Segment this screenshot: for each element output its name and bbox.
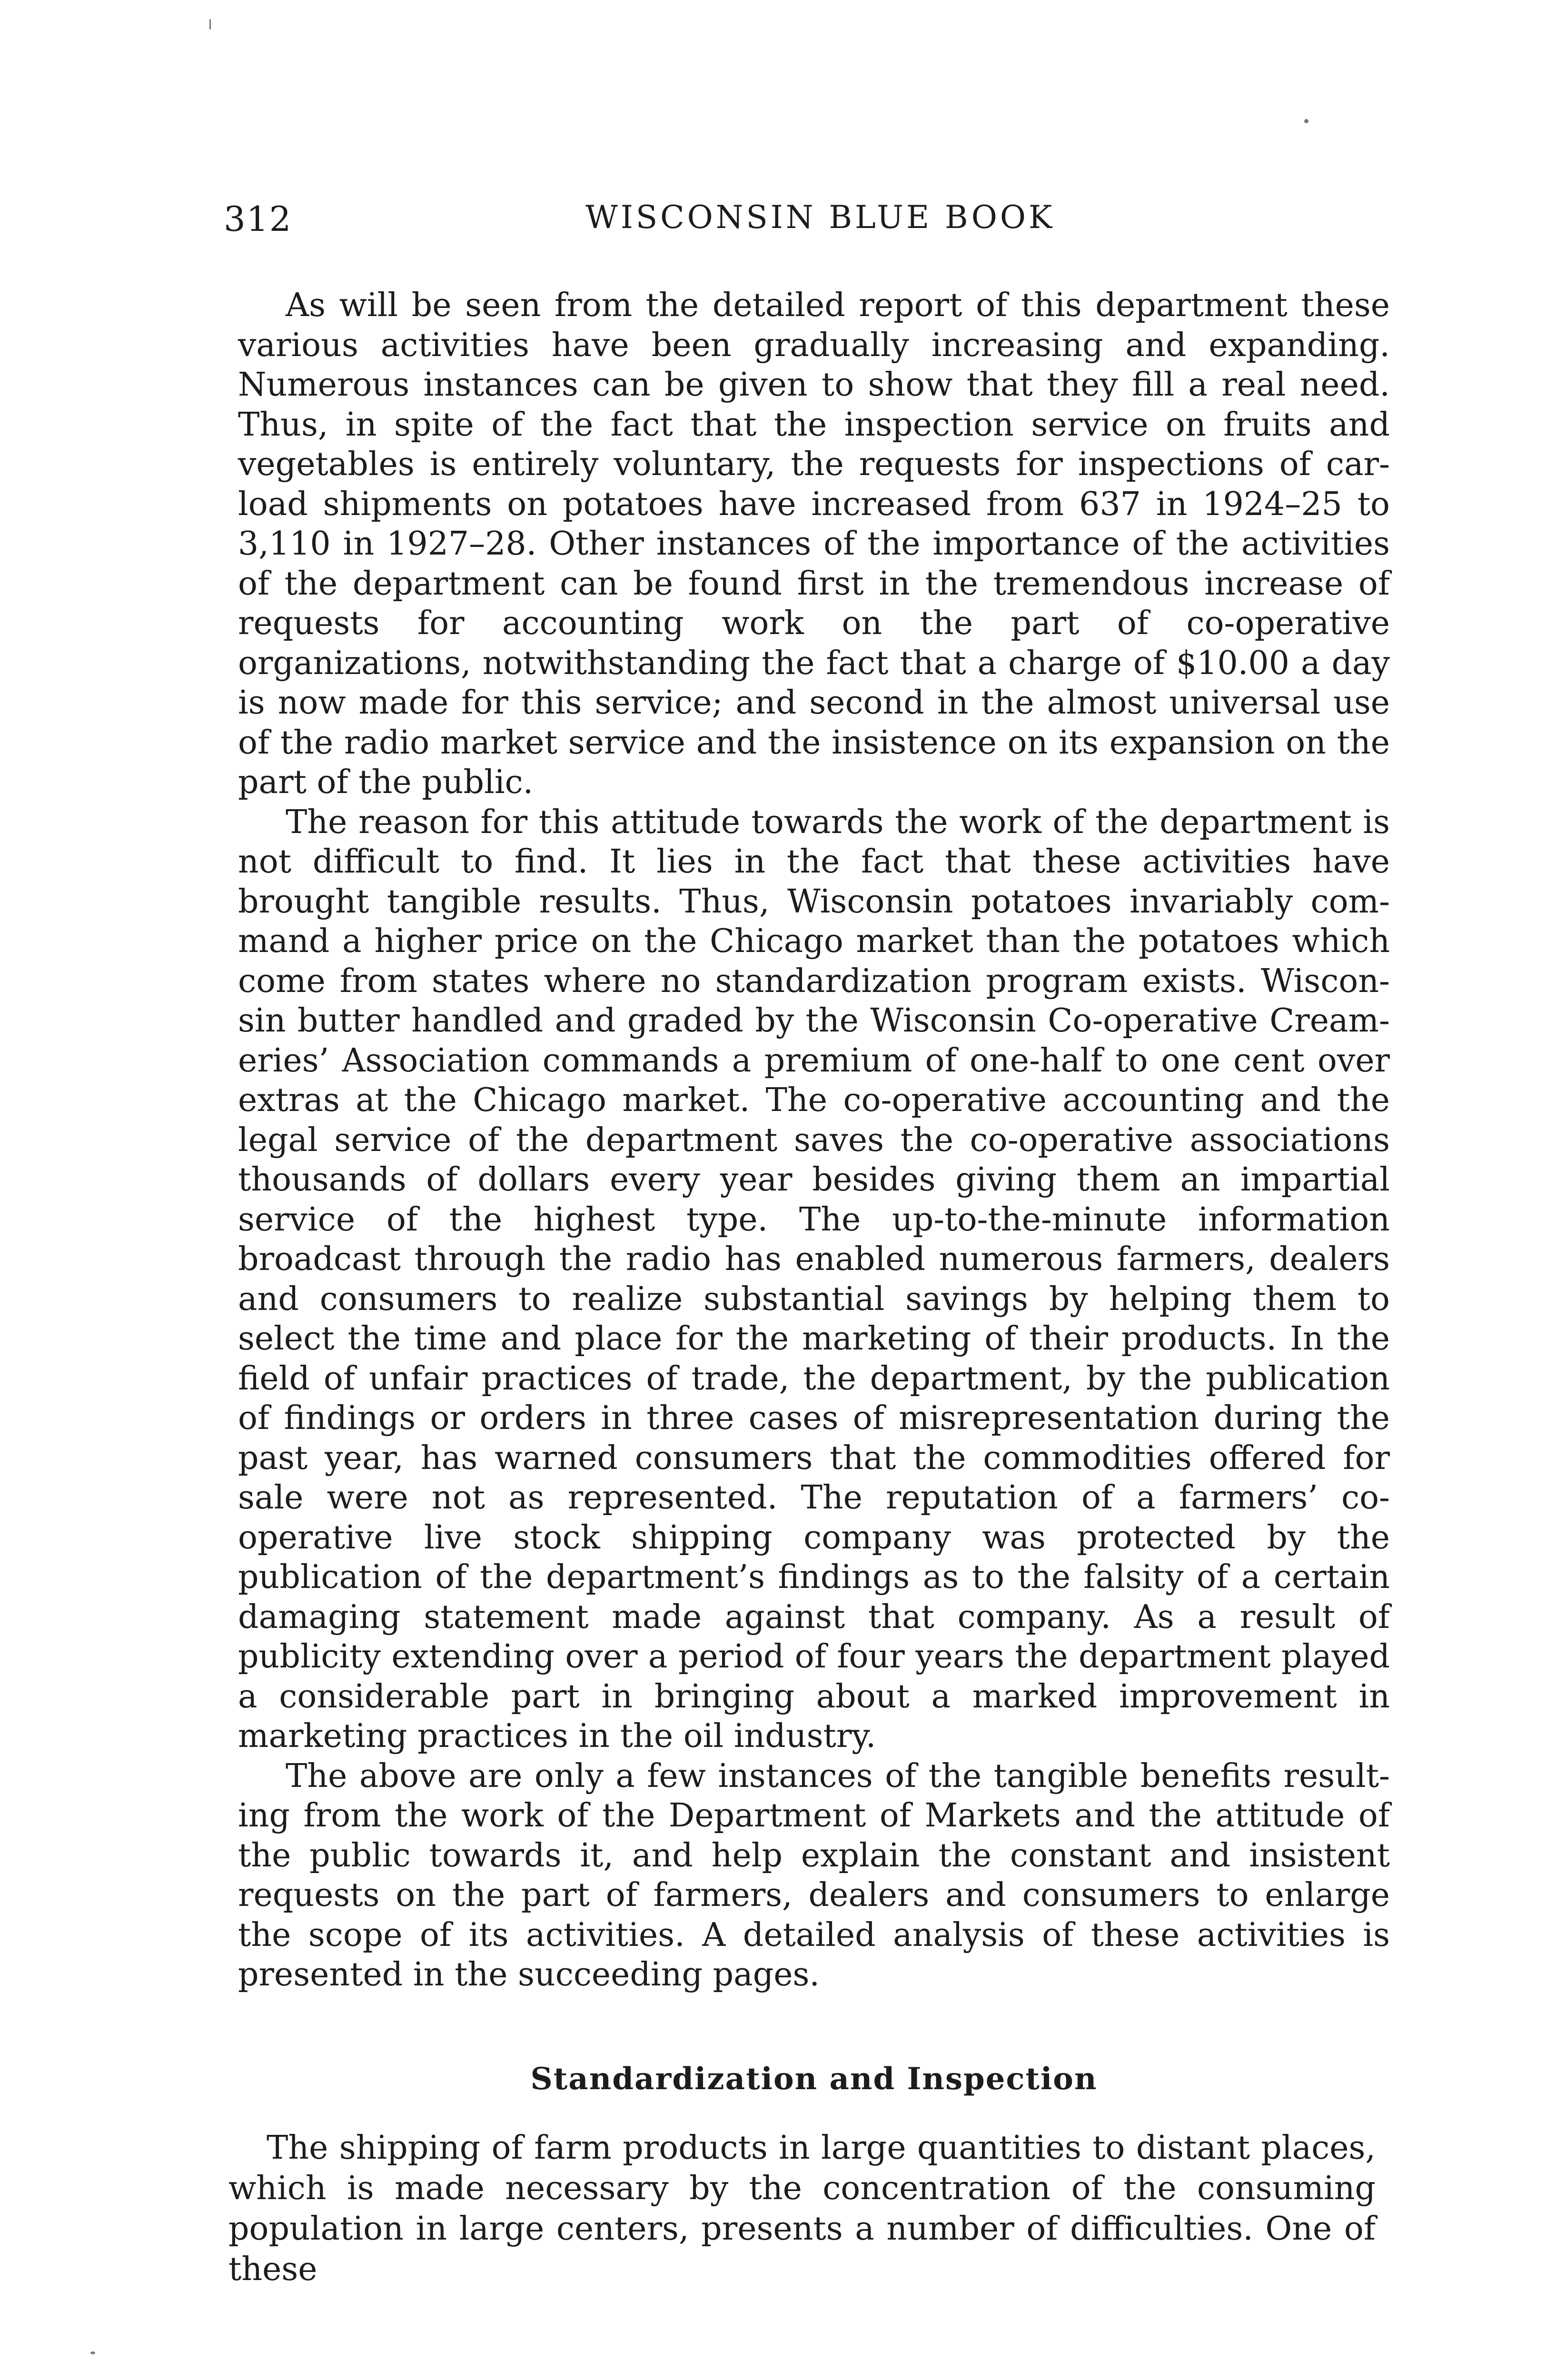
scan-speck [90,2351,95,2354]
running-title: WISCONSIN BLUE BOOK [585,199,1055,236]
paragraph-shipping-farm-products: The shipping of farm products in large quantities to distant places, which is made necessary by the concentration of the consuming population in large centers, presents a number of difficulties. One of these [228,2129,1376,2288]
paragraph-tangible-benefits: The above are only a few instances of the tangible benefits resulting from the work of the Department of Markets and the attitude of the public towards it, and help explain the constant and insistent requests on the part of farmers, dealers and consumers to enlarge the scope of its activities. A detailed analysis of these activities is presented in the succeeding pages. [238,1757,1390,1993]
section-heading: Standardization and Inspection [530,2061,1098,2097]
scan-speck [209,19,211,30]
page-number: 312 [224,199,292,239]
running-header [224,199,1390,247]
scan-speck [1304,119,1308,123]
body-text [238,286,1390,1995]
paragraph-activities-increasing: As will be seen from the detailed report of this department these various activities have been gradually increasing and expanding. Numerous instances can be given to show that they fill a real need. Thus, in spite of the fact that the inspection service on fruits and vegetables is entirely voluntary, the requests for inspections of carload shipments on potatoes have increased from 637 in 1924–25 to 3,110 in 1927–28. Other instances of the importance of the activities of the department can be found first in the tremendous increase of requests for accounting work on the part of co-operative organizations, notwithstanding the fact that a charge of $10.00 a day is now made for this service; and second in the almost universal use of the radio market service and the insistence on its expansion on the part of the public. [238,287,1390,801]
paragraph-reason-for-attitude: The reason for this attitude towards the work of the department is not difficult to find. It lies in the fact that these activities have brought tangible results. Thus, Wisconsin potatoes invariably command a higher price on the Chicago market than the potatoes which come from states where no standardization program exists. Wisconsin butter handled and graded by the Wisconsin Co-operative Creameries’ Association commands a premium of one-half to one cent over extras at the Chicago market. The co-operative accounting and the legal service of the department saves the co-operative associations thousands of dollars every year besides giving them an impartial service of the highest type. The up-to-the-minute information broadcast through the radio has enabled numerous farmers, dealers and consumers to realize substantial savings by helping them to select the time and place for the marketing of their products. In the field of unfair practices of trade, the department, by the publication of findings or orders in three cases of misrepresentation during the past year, has warned consumers that the commodities offered for sale were not as represented. The reputation of a farmers’ co-operative live stock shipping company was protected by the publication of the department’s findings as to the falsity of a certain damaging statement made against that company. As a result of publicity extending over a period of four years the department played a considerable part in bringing about a marked improvement in marketing practices in the oil industry. [238,803,1390,1755]
